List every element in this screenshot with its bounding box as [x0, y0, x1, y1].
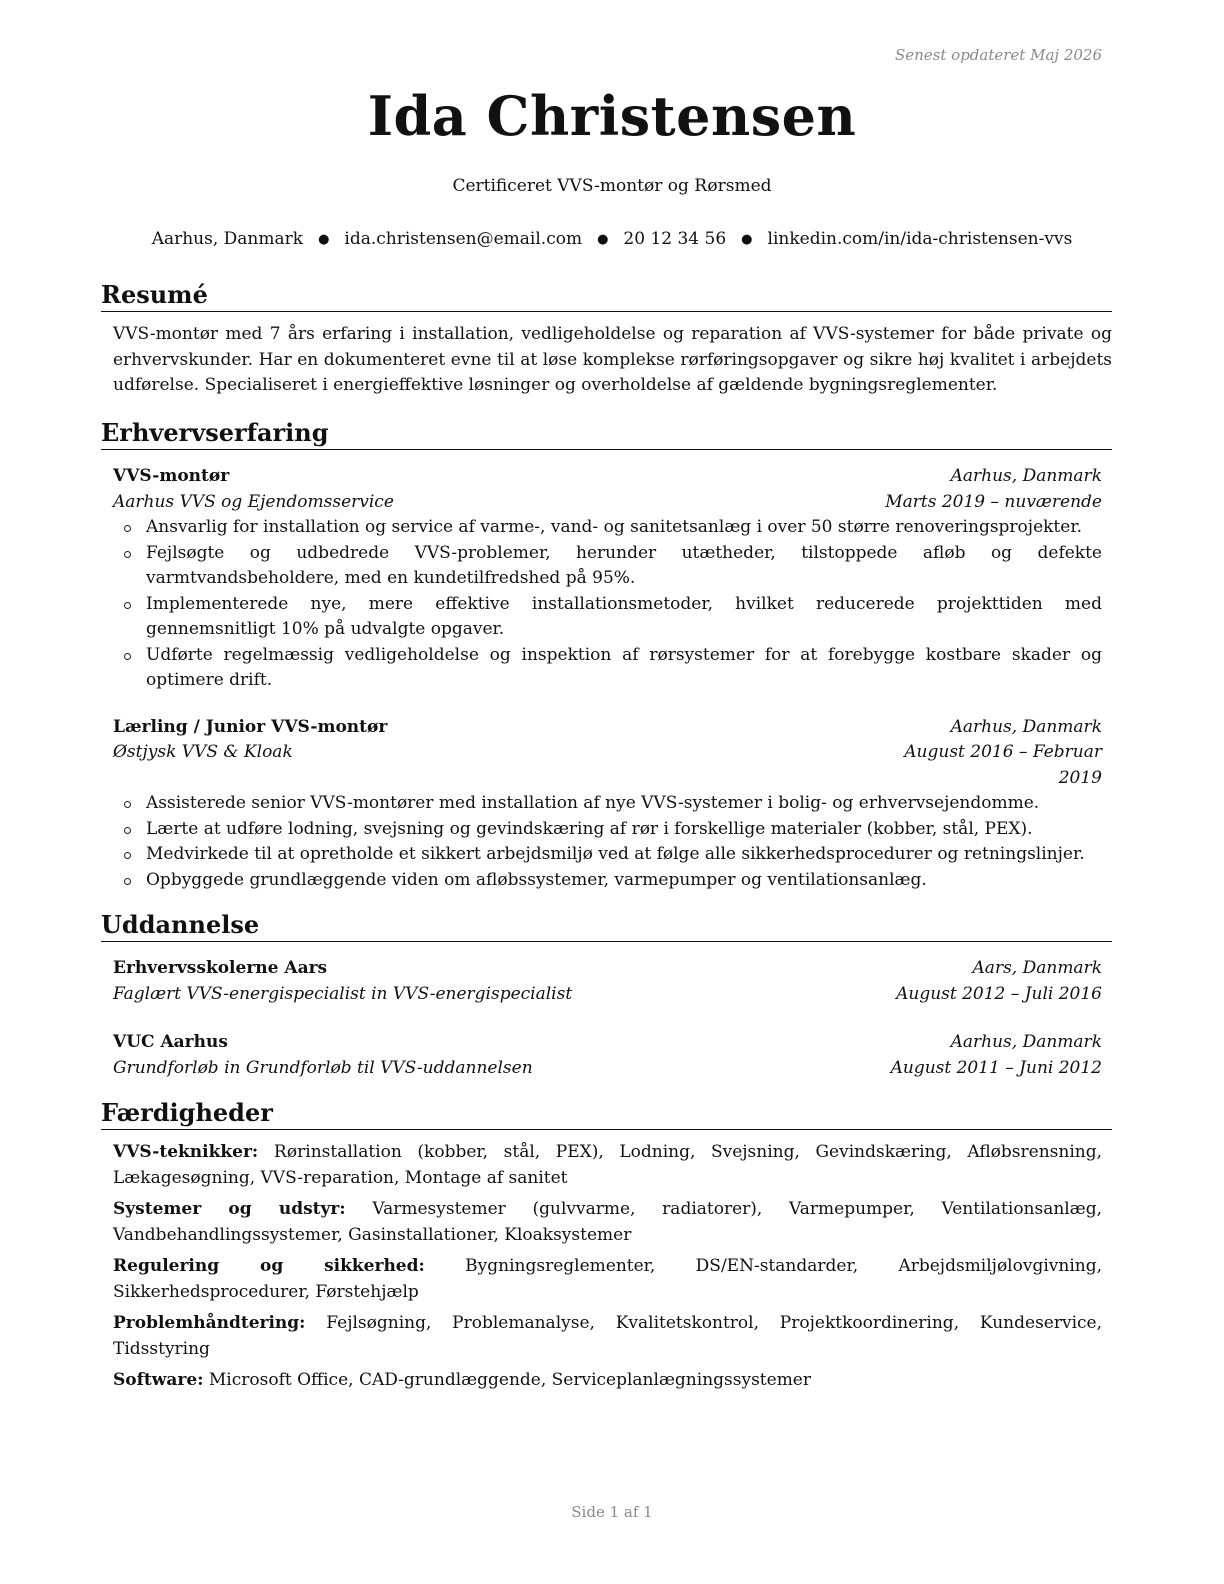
job-bullets [113, 791, 1102, 893]
bullet-separator-icon: ● [318, 231, 330, 247]
skill-row [113, 1368, 1102, 1394]
skill-label: Problemhåndtering: [113, 1313, 306, 1333]
last-updated-note: Senest opdateret Maj 2026 [894, 46, 1102, 64]
experience-section [101, 418, 1112, 893]
list-item: Medvirkede til at opretholde et sikkert arbejdsmiljø ved at følge alle sikkerhedsprocedurer og retningslinjer. [113, 842, 1102, 868]
degree: Grundforløb in Grundforløb til VVS-uddannelsen [113, 1057, 533, 1078]
list-item: Assisterede senior VVS-montører med installation af nye VVS-systemer i bolig- og erhvervsejendomme. [113, 791, 1102, 817]
section-heading-experience: Erhvervserfaring [101, 418, 1112, 450]
contact-line [0, 229, 1224, 249]
job-entry [113, 715, 1102, 894]
job-title: Certificeret VVS-montør og Rørsmed [452, 176, 772, 196]
skills-list [113, 1140, 1102, 1394]
school-name: Erhvervsskolerne Aars [113, 958, 328, 978]
skill-row [113, 1140, 1102, 1191]
job-location: Aarhus, Danmark [950, 466, 1102, 486]
skill-value: Fejlsøgning, Problemanalyse, Kvalitetskontrol, Projektkoordinering, Kundeservice, Tidsstyring [113, 1313, 1103, 1359]
job-location: Aarhus, Danmark [950, 716, 1102, 737]
list-item: Opbyggede grundlæggende viden om afløbssystemer, varmepumper og ventilationsanlæg. [113, 868, 1102, 894]
candidate-name: Ida Christensen [367, 84, 857, 148]
bullet-separator-icon: ● [597, 231, 609, 247]
job-title: VVS-montør [113, 466, 230, 486]
bullet-separator-icon: ● [741, 231, 753, 247]
list-item: Lærte at udføre lodning, svejsning og gevindskæring af rør i forskellige materialer (kobber, stål, PEX). [113, 817, 1102, 843]
list-item: Implementerede nye, mere effektive installationsmetoder, hvilket reducerede projekttiden med gennemsnitligt 10% på udvalgte opgaver. [113, 592, 1102, 643]
skill-value: Rørinstallation (kobber, stål, PEX), Lodning, Svejsning, Gevindskæring, Afløbsrensning, Lækagesøgning, VVS-reparation, Montage af sanitet [113, 1142, 1102, 1188]
school-location: Aarhus, Danmark [950, 1032, 1102, 1052]
education-dates: August 2011 – Juni 2012 [890, 1057, 1102, 1078]
skill-value: Bygningsreglementer, DS/EN-standarder, Arbejdsmiljølovgivning, Sikkerhedsprocedurer, Førstehjælp [113, 1256, 1102, 1302]
degree: Faglært VVS-energispecialist in VVS-energispecialist [113, 983, 573, 1004]
section-heading-summary: Resumé [101, 280, 1112, 312]
job-dates: August 2016 – Februar 2019 [904, 742, 1102, 788]
job-dates: Marts 2019 – nuværende [885, 491, 1102, 512]
skill-label: Regulering og sikkerhed: [113, 1256, 425, 1276]
page-number: Side 1 af 1 [571, 1503, 653, 1521]
skill-value: Varmesystemer (gulvvarme, radiatorer), Varmepumper, Ventilationsanlæg, Vandbehandlingssystemer, Gasinstallationer, Kloaksystemer [113, 1199, 1103, 1245]
skill-row [113, 1197, 1102, 1248]
education-section [101, 910, 1112, 1081]
job-company: Aarhus VVS og Ejendomsservice [113, 491, 394, 512]
summary-text: VVS-montør med 7 års erfaring i installation, vedligeholdelse og reparation af VVS-systemer for både private og erhvervskunder. Har en dokumenteret evne til at løse komplekse rørføringsopgaver og sikre høj kvalitet i arbejdets udførelse. Specialiseret i energieffektive løsninger og overholdelse af gældende bygningsreglementer. [113, 324, 1112, 395]
contact-linkedin[interactable]: linkedin.com/in/ida-christensen-vvs [767, 229, 1073, 249]
job-title: Lærling / Junior VVS-montør [113, 716, 388, 737]
contact-phone: 20 12 34 56 [623, 229, 727, 249]
job-entry [113, 464, 1102, 694]
school-name: VUC Aarhus [113, 1032, 228, 1052]
education-dates: August 2012 – Juli 2016 [896, 983, 1102, 1004]
skill-value: Microsoft Office, CAD-grundlæggende, Serviceplanlægningssystemer [208, 1370, 811, 1390]
skill-label: Software: [113, 1370, 204, 1390]
skill-row [113, 1311, 1102, 1362]
skill-row [113, 1254, 1102, 1305]
list-item: Udførte regelmæssig vedligeholdelse og inspektion af rørsystemer for at forebygge kostbare skader og optimere drift. [113, 643, 1102, 694]
skill-label: Systemer og udstyr: [113, 1199, 346, 1219]
job-company: Østjysk VVS & Kloak [113, 742, 293, 762]
skills-section [101, 1098, 1112, 1400]
skill-label: VVS-teknikker: [113, 1142, 259, 1162]
section-heading-skills: Færdigheder [101, 1098, 1112, 1130]
contact-location: Aarhus, Danmark [151, 229, 304, 249]
education-entry [113, 956, 1102, 1007]
section-heading-education: Uddannelse [101, 910, 1112, 942]
education-entry [113, 1030, 1102, 1081]
school-location: Aars, Danmark [972, 958, 1102, 978]
list-item: Fejlsøgte og udbedrede VVS-problemer, herunder utætheder, tilstoppede afløb og defekte varmtvandsbeholdere, med en kundetilfredshed på 95%. [113, 541, 1102, 592]
summary-section [101, 280, 1112, 399]
contact-email[interactable]: ida.christensen@email.com [344, 229, 583, 249]
list-item: Ansvarlig for installation og service af varme-, vand- og sanitetsanlæg i over 50 større renoveringsprojekter. [113, 515, 1102, 541]
job-bullets [113, 515, 1102, 694]
